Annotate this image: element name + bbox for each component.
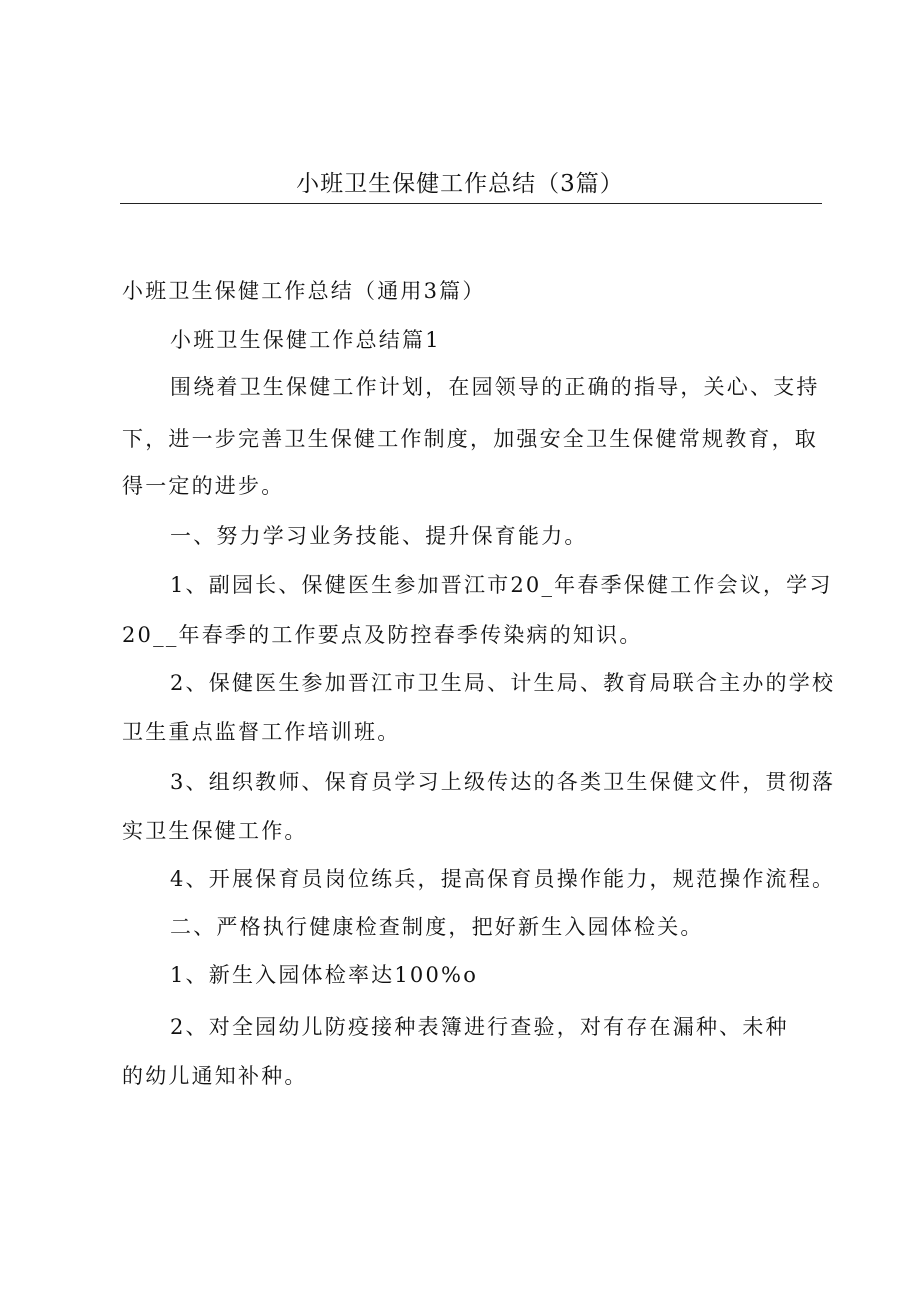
paragraph-line: 4、开展保育员岗位练兵，提高保育员操作能力，规范操作流程。 [170,867,836,891]
page-title: 小班卫生保健工作总结（3篇） [296,171,624,197]
paragraph-line: 2、对全园幼儿防疫接种表簿进行查验，对有存在漏种、未种 [170,1015,789,1039]
subsection-heading: 二、严格执行健康检查制度，把好新生入园体检关。 [170,915,704,939]
paragraph-line: 围绕着卫生保健工作计划，在园领导的正确的指导，关心、支持 [170,375,820,399]
paragraph-line: 下，进一步完善卫生保健工作制度，加强安全卫生保健常规教育，取 [122,427,818,451]
subsection-heading: 一、努力学习业务技能、提升保育能力。 [170,524,588,548]
paragraph-line: 1、副园长、保健医生参加晋江市20_年春季保健工作会议，学习 [170,573,833,597]
paragraph-line: 1、新生入园体检率达100%o [170,963,479,987]
paragraph-line: 卫生重点监督工作培训班。 [122,720,401,744]
paragraph-line: 3、组织教师、保育员学习上级传达的各类卫生保健文件，贯彻落 [170,770,836,794]
doc-subtitle: 小班卫生保健工作总结（通用3篇） [122,279,486,303]
paragraph-line: 的幼儿通知补种。 [122,1064,308,1088]
section-heading: 小班卫生保健工作总结篇1 [170,328,441,352]
paragraph-line: 实卫生保健工作。 [122,819,308,843]
paragraph-line: 20__年春季的工作要点及防控春季传染病的知识。 [122,623,643,647]
paragraph-line: 2、保健医生参加晋江市卫生局、计生局、教育局联合主办的学校 [170,671,836,695]
paragraph-line: 得一定的进步。 [122,474,285,498]
title-divider [120,203,822,204]
